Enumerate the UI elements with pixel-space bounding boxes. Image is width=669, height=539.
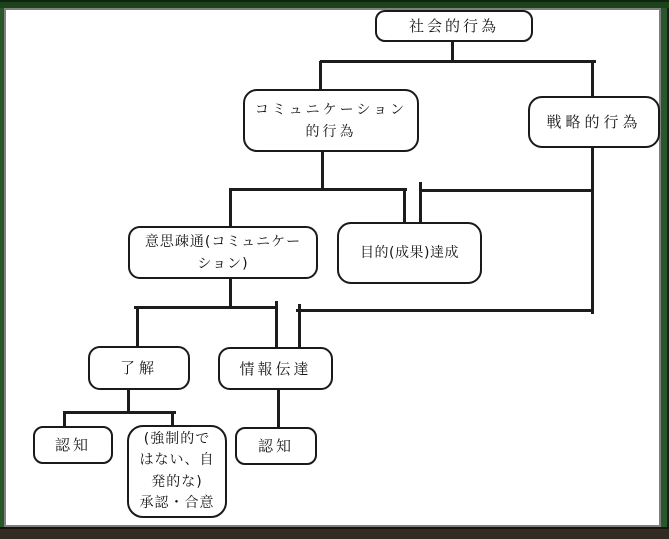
node-communicative-action [243, 89, 419, 152]
edge-to-mutual-understanding [229, 189, 232, 228]
edge-mutual-branch-horizontal [134, 306, 278, 309]
node-information-transfer-label: 情報伝達 [239, 359, 312, 378]
edge-communicative-down [321, 150, 324, 191]
node-cognition-right-label: 認知 [257, 437, 294, 455]
edge-to-information-transfer-left [275, 301, 278, 349]
edge-strategic-branch-horizontal [420, 189, 593, 192]
node-mutual-understanding [128, 226, 318, 279]
edge-to-strategic [591, 61, 594, 98]
node-goal-achievement [337, 222, 482, 284]
node-comprehension-label: 了解 [119, 359, 158, 377]
node-cognition-left-label: 認知 [54, 436, 91, 454]
edge-to-goal-achievement-left [403, 189, 406, 224]
node-goal-achievement-label: 目的(成果)達成 [360, 245, 459, 261]
node-voluntary-agreement [127, 425, 227, 518]
edge-to-goal-achievement-right [419, 182, 422, 224]
node-cognition-under-information-transfer [235, 427, 317, 465]
edge-communicative-branch-horizontal [229, 188, 407, 191]
node-mutual-understanding-label-1: 意思疎通(コミュニケー [144, 233, 302, 250]
node-social-action [375, 10, 533, 42]
edge-mutual-understanding-down [229, 277, 232, 308]
node-voluntary-agreement-label-1: (強制的で [143, 430, 211, 447]
edge-to-information-transfer-right [298, 304, 301, 349]
node-voluntary-agreement-label-3: 発的な) [151, 473, 203, 490]
node-comprehension [88, 346, 190, 390]
node-information-transfer [218, 347, 333, 390]
edge-to-comprehension [136, 307, 139, 348]
node-mutual-understanding-label-2: ション) [197, 255, 249, 272]
node-voluntary-agreement-label-2: はない、自 [139, 452, 215, 468]
edge-social-branch-horizontal [320, 60, 596, 63]
frame-right-border [661, 8, 669, 527]
node-strategic-action-label: 戦略的行為 [546, 113, 642, 131]
edge-comprehension-branch-horizontal [63, 411, 176, 414]
node-cognition-under-comprehension [33, 426, 113, 464]
edge-social-down [451, 40, 454, 62]
node-communicative-action-label-2: 的行為 [305, 123, 357, 140]
node-social-action-label: 社会的行為 [408, 17, 499, 35]
edge-to-cognition-right [277, 388, 280, 429]
edge-strategic-down [591, 146, 594, 314]
edge-to-communicative [319, 61, 322, 91]
node-communicative-action-label-1: コミュニケーション [254, 101, 408, 118]
node-strategic-action [528, 96, 660, 148]
frame-bottom-bar [0, 527, 669, 539]
frame-top-bar [0, 0, 669, 8]
node-voluntary-agreement-label-4: 承認・合意 [139, 495, 215, 511]
edge-strategic-lower-horizontal [296, 309, 594, 312]
